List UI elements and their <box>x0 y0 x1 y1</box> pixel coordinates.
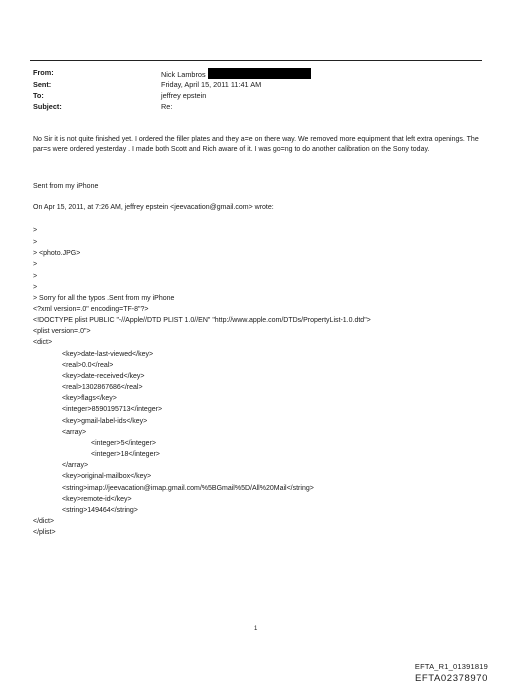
xml-line: <integer>18</integer> <box>91 451 160 458</box>
xml-line: <key>flags</key> <box>62 395 117 402</box>
from-value-wrap <box>161 68 311 79</box>
xml-line: <key>remote-id</key> <box>62 496 132 503</box>
xml-line: <key>original-mailbox</key> <box>62 473 152 480</box>
page-number: 1 <box>254 626 258 632</box>
xml-line: <array> <box>62 429 87 436</box>
message-paragraph: No Sir it is not quite finished yet. I ordered the filler plates and they a=e on there way. We removed more equipment that left extra openings. The par=s were ordered yesterday . I made both Scott and Rich aware of it. I was go=ng to do another calibration on the Sony today. <box>33 136 479 153</box>
sent-value: Friday, April 15, 2011 11:41 AM <box>161 80 262 89</box>
header-top-rule <box>30 60 482 61</box>
xml-line: <dict> <box>33 339 53 346</box>
xml-line: <?xml version=.0" encoding=TF-8"?> <box>33 306 149 313</box>
from-value: Nick Lambros <box>161 70 206 79</box>
bates-number-primary: EFTA_R1_01391819 <box>414 662 488 671</box>
xml-line: <key>date-received</key> <box>62 373 145 380</box>
quoted-line: > <photo.JPG> <box>33 250 81 257</box>
quoted-line: > <box>33 273 38 280</box>
sent-label: Sent: <box>33 80 52 89</box>
from-label: From: <box>33 68 54 77</box>
quoted-line: > Sorry for all the typos .Sent from my iPhone <box>33 295 175 302</box>
xml-line: <string>149464</string> <box>62 507 138 514</box>
quoted-line: > <box>33 261 38 268</box>
xml-line: </dict> <box>33 518 55 525</box>
quoted-line: > <box>33 239 38 246</box>
xml-line: <!DOCTYPE plist PUBLIC "-//Apple//DTD PLIST 1.0//EN" "http://www.apple.com/DTDs/PropertyList-1.0.dtd"> <box>33 317 371 324</box>
xml-line: <integer>5</integer> <box>91 440 156 447</box>
xml-line: <key>date-last-viewed</key> <box>62 351 154 358</box>
xml-line: <integer>8590195713</integer> <box>62 406 163 413</box>
redaction-bar <box>208 68 311 79</box>
xml-line: <key>gmail-label-ids</key> <box>62 418 148 425</box>
xml-line: <plist version=.0"> <box>33 328 91 335</box>
to-label: To: <box>33 91 44 100</box>
bates-number-secondary: EFTA02378970 <box>414 673 488 684</box>
subject-label: Subject: <box>33 102 62 111</box>
xml-line: </array> <box>62 462 89 469</box>
xml-line: <real>0.0</real> <box>62 362 114 369</box>
xml-line: <real>1302867686</real> <box>62 384 143 391</box>
quoted-line: > <box>33 227 38 234</box>
quoted-line: > <box>33 284 38 291</box>
quote-header-line: On Apr 15, 2011, at 7:26 AM, jeffrey epstein <jeevacation@gmail.com> wrote: <box>33 204 274 211</box>
xml-line: <string>imap://jeevacation@imap.gmail.com/%5BGmail%5D/All%20Mail</string> <box>62 485 314 492</box>
xml-line: </plist> <box>33 529 56 536</box>
subject-value: Re: <box>161 102 173 111</box>
signature-line: Sent from my iPhone <box>33 183 99 190</box>
to-value: jeffrey epstein <box>161 91 207 100</box>
